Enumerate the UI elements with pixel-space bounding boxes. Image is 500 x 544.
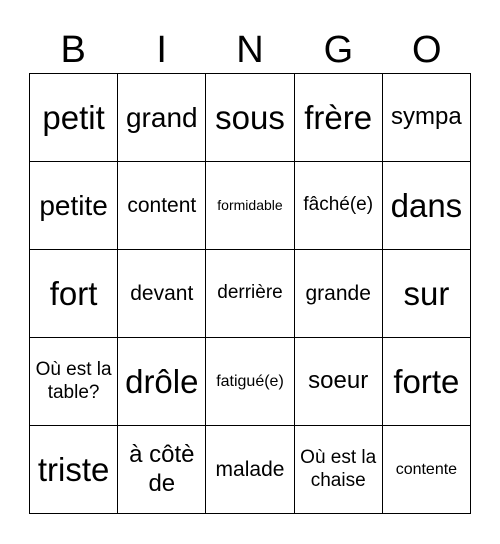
header-letter-o: O bbox=[412, 29, 442, 71]
bingo-cell: Où est la table? bbox=[30, 338, 118, 426]
bingo-header bbox=[29, 28, 471, 72]
bingo-cell: à côtè de bbox=[118, 426, 206, 514]
bingo-cell: soeur bbox=[295, 338, 383, 426]
bingo-cell: devant bbox=[118, 250, 206, 338]
bingo-cell: dans bbox=[383, 162, 471, 250]
bingo-cell: grande bbox=[295, 250, 383, 338]
bingo-cell: petit bbox=[30, 74, 118, 162]
bingo-cell: Où est la chaise bbox=[295, 426, 383, 514]
bingo-cell: sympa bbox=[383, 74, 471, 162]
header-letter-b: B bbox=[60, 29, 86, 71]
header-letter-g: G bbox=[323, 29, 354, 71]
bingo-cell: grand bbox=[118, 74, 206, 162]
bingo-cell: sur bbox=[383, 250, 471, 338]
bingo-cell: drôle bbox=[118, 338, 206, 426]
header-letter-n: N bbox=[236, 29, 264, 71]
bingo-board bbox=[29, 73, 471, 514]
bingo-cell: contente bbox=[383, 426, 471, 514]
bingo-cell: triste bbox=[30, 426, 118, 514]
bingo-cell: derrière bbox=[206, 250, 294, 338]
bingo-cell: fatigué(e) bbox=[206, 338, 294, 426]
bingo-cell: sous bbox=[206, 74, 294, 162]
bingo-cell: malade bbox=[206, 426, 294, 514]
header-letter-i: I bbox=[156, 29, 167, 71]
bingo-cell: petite bbox=[30, 162, 118, 250]
bingo-cell: forte bbox=[383, 338, 471, 426]
bingo-cell: content bbox=[118, 162, 206, 250]
bingo-cell: fort bbox=[30, 250, 118, 338]
bingo-cell: frère bbox=[295, 74, 383, 162]
bingo-cell: formidable bbox=[206, 162, 294, 250]
bingo-cell: fâché(e) bbox=[295, 162, 383, 250]
